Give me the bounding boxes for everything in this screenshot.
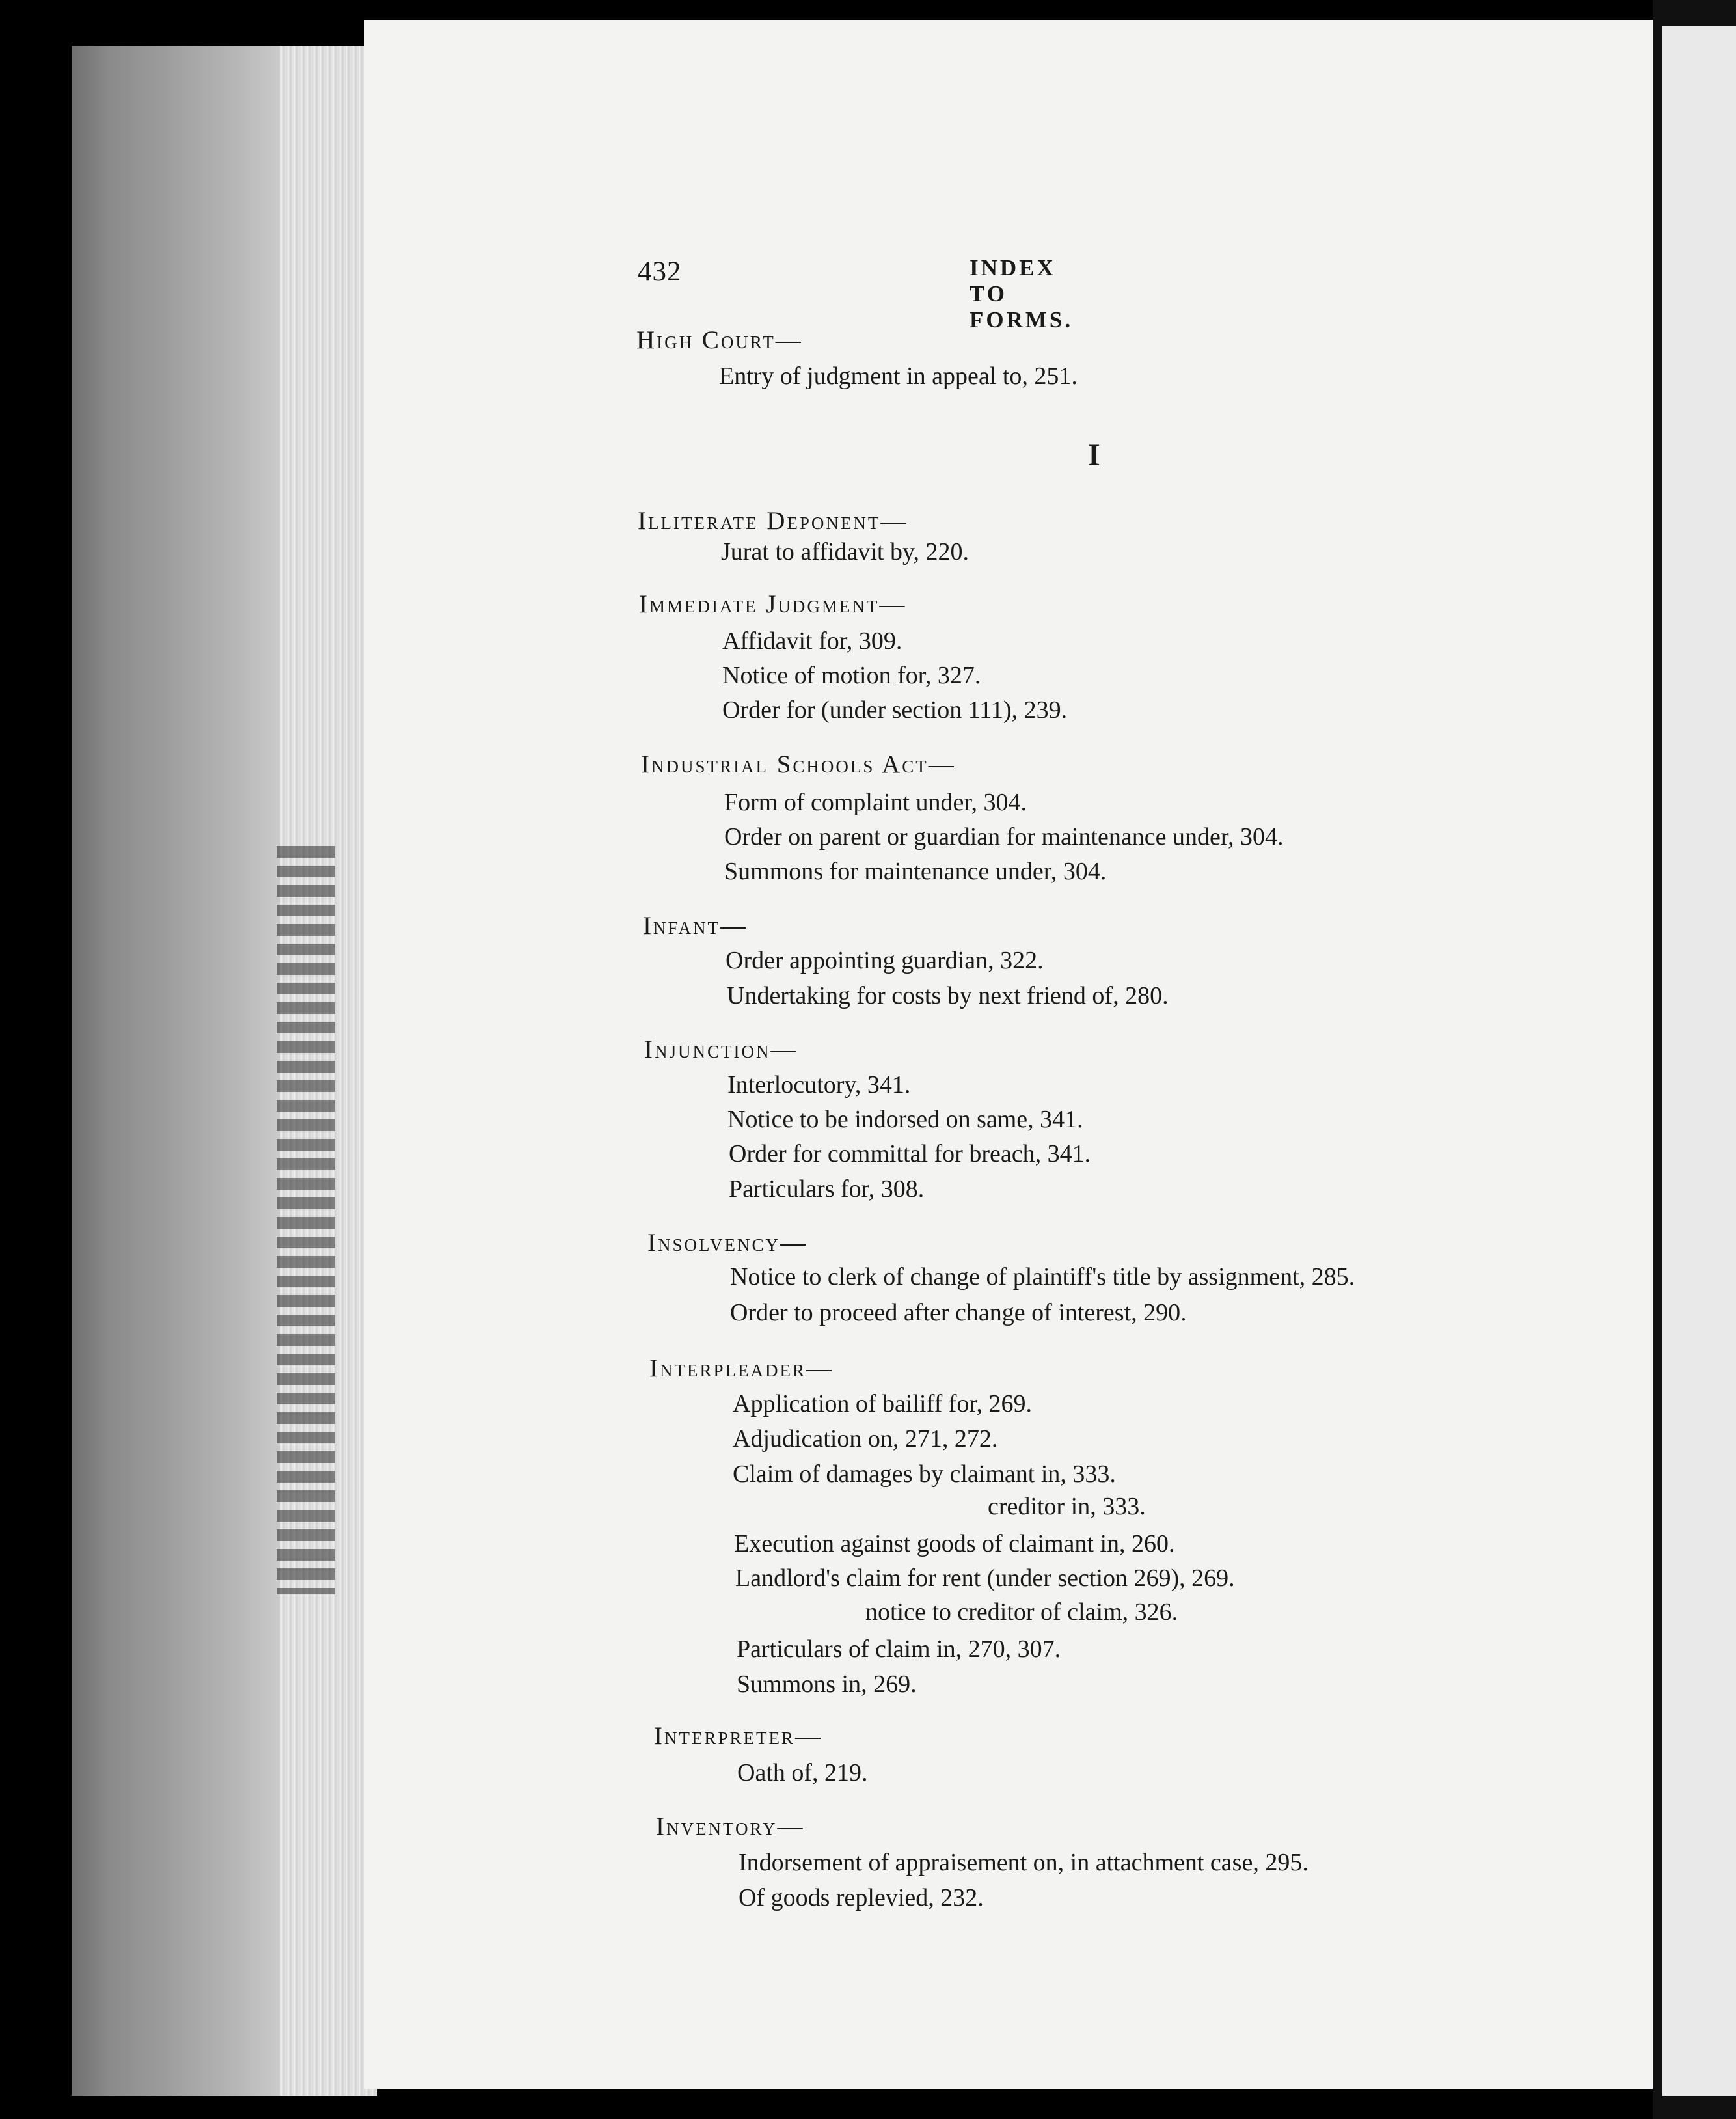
- index-entry: Interlocutory, 341.: [727, 1071, 911, 1099]
- index-heading: Infant—: [643, 912, 748, 940]
- index-heading: Illiterate Deponent—: [638, 507, 908, 535]
- index-entry: Summons in, 269.: [737, 1671, 917, 1698]
- index-entry: Execution against goods of claimant in, 260.: [734, 1530, 1175, 1557]
- index-entry: Order to proceed after change of interest, 290.: [730, 1299, 1187, 1326]
- page-number: 432: [638, 256, 682, 287]
- index-heading: Interpreter—: [654, 1722, 822, 1750]
- index-entry: Order for committal for breach, 341.: [729, 1140, 1091, 1168]
- index-entry: Particulars for, 308.: [729, 1175, 925, 1203]
- index-entry: Entry of judgment in appeal to, 251.: [719, 362, 1078, 390]
- index-heading: Injunction—: [644, 1035, 798, 1063]
- letter-heading: I: [1088, 438, 1100, 472]
- index-entry: notice to creditor of claim, 326.: [865, 1598, 1178, 1626]
- index-entry: Adjudication on, 271, 272.: [733, 1425, 998, 1453]
- index-entry: Claim of damages by claimant in, 333.: [733, 1460, 1116, 1488]
- index-entry: Notice of motion for, 327.: [722, 662, 981, 689]
- index-entry: Particulars of claim in, 270, 307.: [737, 1635, 1061, 1663]
- index-entry: Summons for maintenance under, 304.: [724, 858, 1107, 885]
- index-entry: Order appointing guardian, 322.: [726, 947, 1044, 974]
- spine-stamp-mark: [277, 846, 335, 1594]
- index-heading: High Court—: [636, 326, 803, 354]
- index-entry: Order for (under section 111), 239.: [722, 696, 1068, 724]
- index-entry: Notice to be indorsed on same, 341.: [727, 1106, 1083, 1133]
- index-heading: Interpleader—: [649, 1354, 834, 1382]
- index-entry: Affidavit for, 309.: [722, 627, 902, 655]
- index-entry: Undertaking for costs by next friend of, 280.: [727, 982, 1169, 1009]
- index-entry: Indorsement of appraisement on, in attachment case, 295.: [739, 1849, 1309, 1876]
- index-entry: Form of complaint under, 304.: [724, 789, 1027, 816]
- running-head: INDEX TO FORMS.: [970, 255, 1074, 333]
- index-entry: Oath of, 219.: [737, 1759, 868, 1786]
- index-entry: Landlord's claim for rent (under section 269), 269.: [735, 1565, 1235, 1592]
- index-entry: creditor in, 333.: [988, 1493, 1146, 1520]
- index-heading: Inventory—: [656, 1812, 805, 1840]
- index-entry: Jurat to affidavit by, 220.: [721, 538, 969, 566]
- index-entry: Notice to clerk of change of plaintiff's title by assignment, 285.: [730, 1263, 1355, 1291]
- index-heading: Insolvency—: [647, 1229, 808, 1257]
- index-entry: Order on parent or guardian for maintenance under, 304.: [724, 823, 1284, 851]
- facing-page-edge: [1662, 26, 1736, 2096]
- index-entry: Of goods replevied, 232.: [739, 1884, 984, 1911]
- index-entry: Application of bailiff for, 269.: [733, 1390, 1033, 1417]
- index-heading: Immediate Judgment—: [639, 590, 907, 618]
- index-heading: Industrial Schools Act—: [641, 750, 956, 778]
